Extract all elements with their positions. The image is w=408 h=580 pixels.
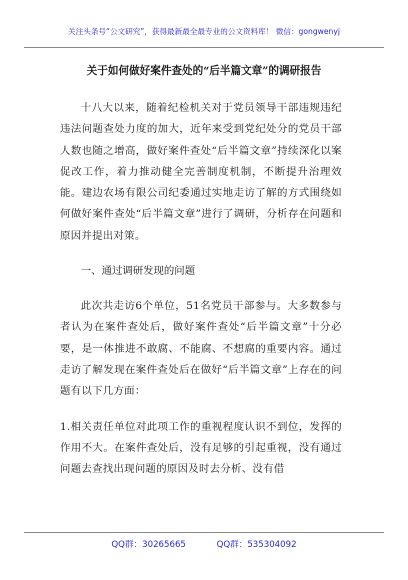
footer-contact [0, 538, 408, 550]
header-divider [24, 47, 384, 48]
point-paragraph-1: 1.相关责任单位对此项工作的重视程度认识不到位，发挥的作用不大。在案件查处后，没有足够的引起重视，没有通过问题去查找出现问题的原因及时去分析、没有借 [60, 420, 342, 476]
header-promo-text: 关注头条号“公文研究”，获得最新最全最专业的公文资料库！ 微信：gongwenyj [68, 27, 340, 36]
footer-qq-group-1: QQ群：30265665 [111, 540, 186, 550]
section-paragraph-survey: 此次共走访6个单位，51名党员干部参与。大多数参与者认为在案件查处后，做好案件查处“后半篇文章”十分必要，是一体推进不敢腐、不能腐、不想腐的重要内容。通过走访了解发现在案件查处后在做好“后半篇文章”上存在的问题有以下几方面： [60, 300, 342, 398]
intro-paragraph: 十八大以来，随着纪检机关对于党员领导干部违规违纪违法问题查处力度的加大，近年来受到党纪处分的党员干部人数也随之增高，做好案件查处“后半篇文章”持续深化以案促改工作，着力推动健全完善制度机制，不断提升治理效能。建边农场有限公司纪委通过实地走访了解的方式围绕如何做好案件查处“后半篇文章”进行了调研，分析存在问题和原因并提出对策。 [60, 102, 342, 242]
section-heading-problems: 一、通过调研发现的问题 [80, 265, 196, 278]
footer-qq-group-2: QQ群：535304092 [216, 540, 297, 550]
paragraph-gap [60, 403, 342, 417]
document-body [60, 98, 342, 480]
footer-divider [24, 532, 384, 533]
document-title: 关于如何做好案件查处的“后半篇文章”的调研报告 [86, 65, 322, 77]
